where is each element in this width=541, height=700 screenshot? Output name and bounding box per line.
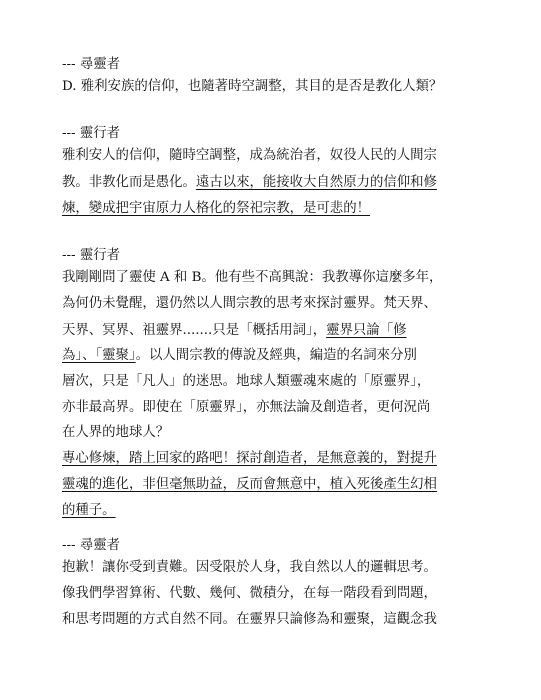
underlined-text: 遠古以來，能接收大自然原力的信仰和修 bbox=[195, 175, 437, 190]
text-line bbox=[62, 611, 482, 629]
text-line bbox=[62, 322, 482, 340]
text-line bbox=[62, 174, 482, 192]
speaker-label: --- 尋靈者 bbox=[62, 57, 121, 72]
text-segment: 教。非教化而是愚化。 bbox=[62, 175, 196, 190]
text-line bbox=[62, 147, 482, 165]
text-line bbox=[62, 399, 482, 417]
text-segment: 抱歉！讓你受到責難。因受限於人身，我自然以人的邏輯思考。 bbox=[62, 560, 437, 575]
text-segment: D. 雅利安族的信仰，也隨著時空調整，其目的是否是教化人類？ bbox=[62, 79, 443, 94]
underlined-text: 的種子。 bbox=[62, 503, 116, 518]
text-line bbox=[62, 502, 482, 520]
text-segment: 為何仍未覺醒，還仍然以人間宗教的思考來探討靈界。梵天界、 bbox=[62, 296, 437, 311]
text-line bbox=[62, 78, 482, 96]
text-line bbox=[62, 200, 482, 218]
text-line bbox=[62, 373, 482, 391]
text-segment: 我剛剛問了靈使 A 和 B。他有些不高興說：我教導你這麼多年， bbox=[62, 270, 443, 285]
text-line bbox=[62, 295, 482, 313]
text-line bbox=[62, 424, 482, 442]
text-segment: 雅利安人的信仰，隨時空調整，成為統治者，奴役人民的人間宗 bbox=[62, 148, 437, 163]
text-line bbox=[62, 585, 482, 603]
underlined-text: 靈魂的進化，非但毫無助益，反而會無意中，植入死後產生幻相 bbox=[62, 477, 437, 492]
text-segment: 。以人間宗教的傳說及經典，編造的名詞來分別 bbox=[135, 348, 417, 363]
speaker-label: --- 靈行者 bbox=[62, 126, 121, 141]
text-segment: 在人界的地球人？ bbox=[62, 425, 170, 440]
text-line bbox=[62, 269, 482, 287]
text-line bbox=[62, 559, 482, 577]
underlined-text: 靈界只論「修 bbox=[326, 323, 407, 338]
text-segment: 和思考問題的方式自然不同。在靈界只論修為和靈聚，這觀念我 bbox=[62, 612, 437, 627]
text-segment: 像我們學習算術、代數、幾何、微積分，在每一階段看到問題， bbox=[62, 586, 437, 601]
text-segment: 天界、冥界、祖靈界.......只是「概括用詞」， bbox=[62, 323, 327, 338]
text-segment: 亦非最高界。即使在「原靈界」，亦無法論及創造者，更何況尚 bbox=[62, 400, 431, 415]
text-segment: 層次，只是「凡人」的迷思。地球人類靈魂來處的「原靈界」， bbox=[62, 374, 431, 389]
speaker-label: --- 尋靈者 bbox=[62, 538, 121, 553]
underlined-text: 專心修煉，踏上回家的路吧！探討創造者，是無意義的，對提升 bbox=[62, 451, 437, 466]
underlined-text: 煉，變成把宇宙原力人格化的祭祀宗教，是可悲的！ bbox=[62, 201, 370, 216]
text-line bbox=[62, 476, 482, 494]
text-line bbox=[62, 347, 482, 365]
text-line bbox=[62, 450, 482, 468]
underlined-text: 為」、「靈聚」 bbox=[62, 348, 136, 363]
speaker-label: --- 靈行者 bbox=[62, 248, 121, 263]
